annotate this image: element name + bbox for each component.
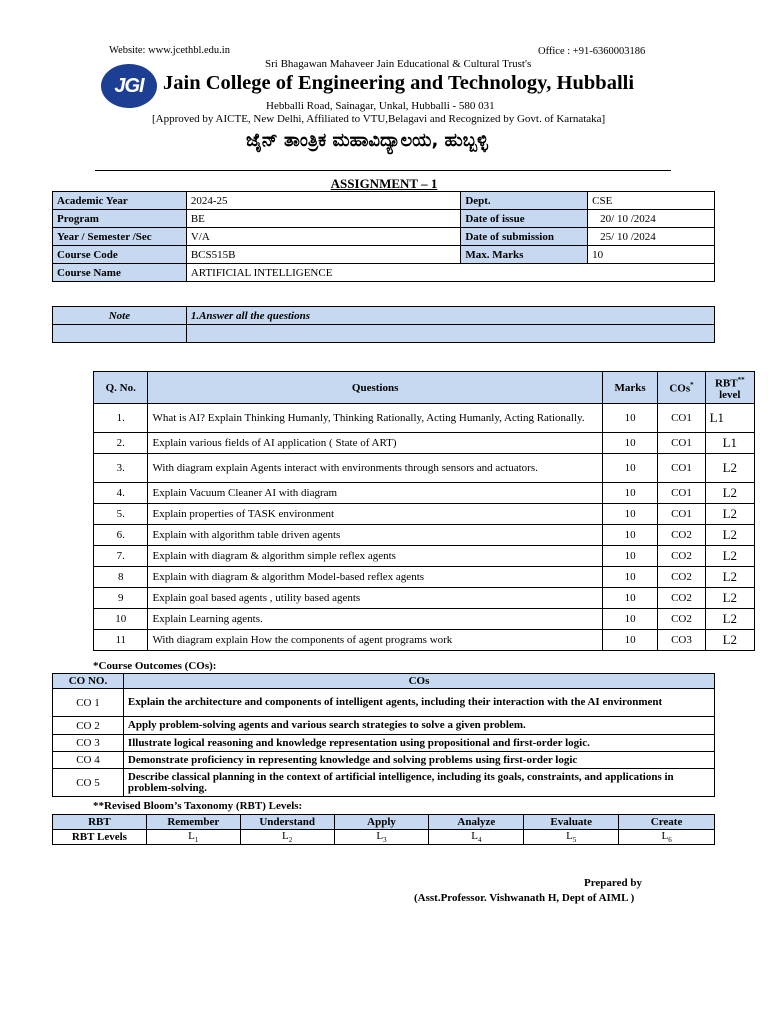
rbt-level-sub: 4 xyxy=(477,836,482,845)
question-marks: 10 xyxy=(602,504,658,525)
co-description: Apply problem-solving agents and various search strategies to solve a given problem. xyxy=(123,717,714,735)
rbt-level-cell xyxy=(146,830,240,845)
course-name-value: ARTIFICIAL INTELLIGENCE xyxy=(186,264,714,282)
question-text: Explain with diagram & algorithm simple reflex agents xyxy=(148,546,602,567)
qno-header: Q. No. xyxy=(94,372,148,404)
info-row xyxy=(53,246,715,264)
note-label: Note xyxy=(53,307,187,325)
question-rbt: L2 xyxy=(705,504,754,525)
rbt-levels-label: RBT Levels xyxy=(53,830,147,845)
co-description: Illustrate logical reasoning and knowledge representation using propositional and first-order logic. xyxy=(123,735,714,752)
rbt-header-cell: Create xyxy=(619,815,715,830)
college-name-kannada: ಜೈನ್ ತಾಂತ್ರಿಕ ಮಹಾವಿದ್ಯಾಲಯ, ಹುಬ್ಬಳ್ಳಿ xyxy=(246,130,488,151)
question-number: 4. xyxy=(94,483,148,504)
question-rbt: L2 xyxy=(705,483,754,504)
co-number-header: CO NO. xyxy=(53,674,124,689)
info-label: Date of issue xyxy=(461,210,588,228)
table-row xyxy=(94,404,755,433)
info-value: CSE xyxy=(588,192,715,210)
table-row xyxy=(94,567,755,588)
question-text: Explain with diagram & algorithm Model-based reflex agents xyxy=(148,567,602,588)
assignment-title: ASSIGNMENT – 1 xyxy=(330,176,438,191)
question-marks: 10 xyxy=(602,567,658,588)
question-text: Explain various fields of AI application ( State of ART) xyxy=(148,433,602,454)
question-co: CO3 xyxy=(658,630,705,651)
question-number: 1. xyxy=(94,404,148,433)
rbt-level-cell xyxy=(524,830,619,845)
info-label: Academic Year xyxy=(53,192,187,210)
rbt-levels-row xyxy=(53,830,715,845)
rbt-header-sup: ** xyxy=(737,375,745,384)
prepared-by-label: Prepared by xyxy=(584,877,642,889)
college-name: Jain College of Engineering and Technology, Hubballi xyxy=(163,72,635,94)
question-marks: 10 xyxy=(602,546,658,567)
info-row xyxy=(53,228,715,246)
rbt-level-base: L xyxy=(188,830,195,842)
co-number: CO 4 xyxy=(53,752,124,769)
co-description: Describe classical planning in the context of artificial intelligence, including its goals, constraints, and applications in problem-solving. xyxy=(123,769,714,797)
rbt-header-cell: RBT xyxy=(53,815,147,830)
header-divider xyxy=(95,170,671,171)
rbt-level-sub: 1 xyxy=(194,836,199,845)
logo-text: JGI xyxy=(114,74,144,97)
rbt-header-cell: Understand xyxy=(240,815,334,830)
rbt-level-sub: 5 xyxy=(572,836,577,845)
table-row xyxy=(94,630,755,651)
rbt-level-cell xyxy=(619,830,715,845)
question-marks: 10 xyxy=(602,630,658,651)
question-rbt: L2 xyxy=(705,454,754,483)
co-number: CO 1 xyxy=(53,689,124,717)
co-number: CO 3 xyxy=(53,735,124,752)
info-label: Year / Semester /Sec xyxy=(53,228,187,246)
question-co: CO2 xyxy=(658,588,705,609)
question-text: With diagram explain Agents interact with environments through sensors and actuators. xyxy=(148,454,602,483)
table-row xyxy=(94,483,755,504)
table-row xyxy=(94,433,755,454)
question-co: CO1 xyxy=(658,483,705,504)
cos-header-sup: * xyxy=(690,380,694,389)
question-rbt: L1 xyxy=(705,433,754,454)
question-number: 5. xyxy=(94,504,148,525)
rbt-title: **Revised Bloom’s Taxonomy (RBT) Levels: xyxy=(93,800,303,812)
info-row xyxy=(53,264,715,282)
table-row xyxy=(53,735,715,752)
rbt-header-cell: Analyze xyxy=(429,815,524,830)
co-description: Demonstrate proficiency in representing knowledge and solving problems using first-order logic xyxy=(123,752,714,769)
info-label: Program xyxy=(53,210,187,228)
co-number: CO 2 xyxy=(53,717,124,735)
table-row xyxy=(53,769,715,797)
question-text: Explain goal based agents , utility based agents xyxy=(148,588,602,609)
note-table xyxy=(52,306,715,343)
question-number: 9 xyxy=(94,588,148,609)
question-number: 7. xyxy=(94,546,148,567)
rbt-header-text: RBT xyxy=(714,377,738,390)
info-value: 2024-25 xyxy=(186,192,461,210)
question-marks: 10 xyxy=(602,609,658,630)
question-rbt: L2 xyxy=(705,588,754,609)
question-marks: 10 xyxy=(602,433,658,454)
table-row xyxy=(53,689,715,717)
info-value: BE xyxy=(186,210,461,228)
info-value: 20/ 10 /2024 xyxy=(588,210,715,228)
question-text: What is AI? Explain Thinking Humanly, Thinking Rationally, Acting Humanly, Acting Rationally. xyxy=(148,404,602,433)
rbt-level-base: L xyxy=(661,830,669,842)
website-text: Website: www.jcethbl.edu.in xyxy=(109,45,230,56)
info-row xyxy=(53,210,715,228)
question-number: 11 xyxy=(94,630,148,651)
question-text: Explain with algorithm table driven agents xyxy=(148,525,602,546)
rbt-header-cell: Evaluate xyxy=(524,815,619,830)
question-co: CO1 xyxy=(658,454,705,483)
question-co: CO2 xyxy=(658,567,705,588)
question-marks: 10 xyxy=(602,525,658,546)
question-text: With diagram explain How the components of agent programs work xyxy=(148,630,602,651)
rbt-level-sub: 2 xyxy=(288,836,293,845)
rbt-level-sub: 6 xyxy=(668,836,672,845)
co-number: CO 5 xyxy=(53,769,124,797)
info-label: Dept. xyxy=(461,192,588,210)
question-co: CO2 xyxy=(658,546,705,567)
question-co: CO2 xyxy=(658,525,705,546)
question-text: Explain properties of TASK environment xyxy=(148,504,602,525)
course-info-table xyxy=(52,191,715,282)
question-number: 6. xyxy=(94,525,148,546)
info-label: Max. Marks xyxy=(461,246,588,264)
marks-header: Marks xyxy=(602,372,658,404)
question-text: Explain Learning agents. xyxy=(148,609,602,630)
table-row xyxy=(94,546,755,567)
question-number: 8 xyxy=(94,567,148,588)
table-row xyxy=(94,525,755,546)
rbt-level-base: L xyxy=(471,830,478,842)
question-rbt: L1 xyxy=(705,404,754,433)
questions-table xyxy=(93,371,755,651)
table-row xyxy=(94,609,755,630)
rbt-level-base: L xyxy=(376,830,384,842)
rbt-level-cell xyxy=(334,830,429,845)
question-marks: 10 xyxy=(602,483,658,504)
note-text: 1.Answer all the questions xyxy=(186,307,714,325)
rbt-header xyxy=(705,372,754,404)
cos-header xyxy=(658,372,705,404)
table-row xyxy=(53,717,715,735)
question-rbt: L2 xyxy=(705,525,754,546)
question-co: CO1 xyxy=(658,433,705,454)
rbt-levels-table xyxy=(52,814,715,845)
college-address: Hebballi Road, Sainagar, Unkal, Hubballi - 580 031 xyxy=(266,100,495,112)
question-rbt: L2 xyxy=(705,546,754,567)
question-co: CO2 xyxy=(658,609,705,630)
info-label: Date of submission xyxy=(461,228,588,246)
office-phone-text: Office : +91-6360003186 xyxy=(538,46,646,57)
rbt-header-cell: Apply xyxy=(334,815,429,830)
info-value: 10 xyxy=(588,246,715,264)
question-rbt: L2 xyxy=(705,630,754,651)
approval-text: [Approved by AICTE, New Delhi, Affiliated to VTU,Belagavi and Recognized by Govt. of Karnataka] xyxy=(152,113,606,125)
table-row xyxy=(94,454,755,483)
note-empty-cell xyxy=(53,325,187,343)
rbt-level-sub: 3 xyxy=(383,836,387,845)
question-number: 3. xyxy=(94,454,148,483)
note-empty-cell xyxy=(186,325,714,343)
question-marks: 10 xyxy=(602,454,658,483)
table-row xyxy=(94,504,755,525)
question-rbt: L2 xyxy=(705,609,754,630)
college-logo xyxy=(101,64,157,108)
question-header: Questions xyxy=(148,372,602,404)
question-text: Explain Vacuum Cleaner AI with diagram xyxy=(148,483,602,504)
rbt-level-cell xyxy=(240,830,334,845)
info-label: Course Code xyxy=(53,246,187,264)
info-value: 25/ 10 /2024 xyxy=(588,228,715,246)
table-row xyxy=(94,588,755,609)
cos-header-text: COs xyxy=(669,382,691,395)
trust-name: Sri Bhagawan Mahaveer Jain Educational & Cultural Trust's xyxy=(265,58,532,70)
rbt-header-row xyxy=(53,815,715,830)
rbt-level-base: L xyxy=(566,830,573,842)
question-number: 10 xyxy=(94,609,148,630)
co-description: Explain the architecture and components of intelligent agents, including their interaction with the AI environment xyxy=(123,689,714,717)
question-co: CO1 xyxy=(658,504,705,525)
table-row xyxy=(53,752,715,769)
info-value: BCS515B xyxy=(186,246,461,264)
question-co: CO1 xyxy=(658,404,705,433)
rbt-header-level: level xyxy=(719,389,741,402)
rbt-level-base: L xyxy=(282,830,289,842)
co-description-header: COs xyxy=(123,674,714,689)
rbt-header-cell: Remember xyxy=(146,815,240,830)
question-rbt: L2 xyxy=(705,567,754,588)
course-outcomes-table xyxy=(52,673,715,797)
question-number: 2. xyxy=(94,433,148,454)
info-value: V/A xyxy=(186,228,461,246)
rbt-level-cell xyxy=(429,830,524,845)
question-marks: 10 xyxy=(602,588,658,609)
prepared-by-name: (Asst.Professor. Vishwanath H, Dept of AIML ) xyxy=(414,892,635,904)
course-outcomes-title: *Course Outcomes (COs): xyxy=(93,660,217,672)
info-row xyxy=(53,192,715,210)
question-marks: 10 xyxy=(602,404,658,433)
info-label: Course Name xyxy=(53,264,187,282)
